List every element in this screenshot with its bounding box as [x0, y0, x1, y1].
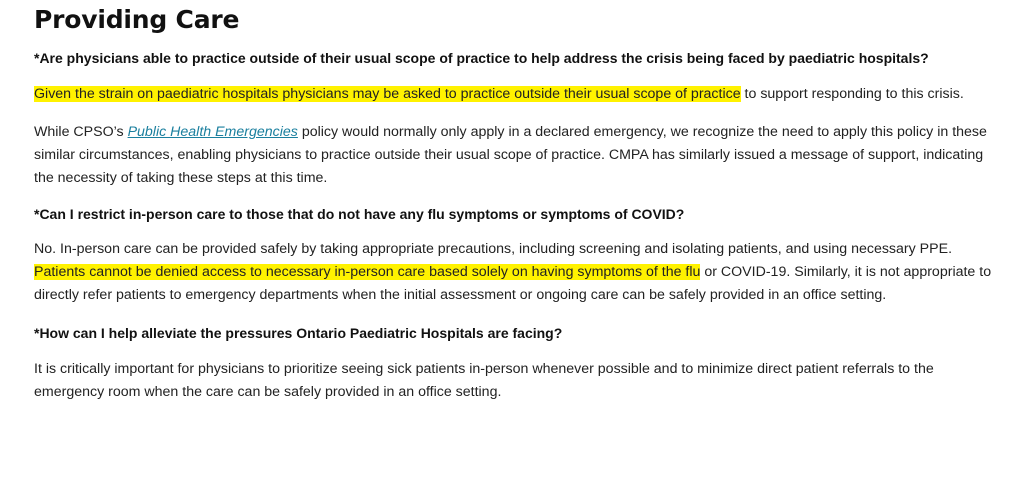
document-page	[34, 0, 994, 404]
answer-text: to support responding to this crisis.	[740, 86, 964, 102]
answer-text: or COVID-19. Similarly, it is not appropriate to directly refer patients to emergency departments when the initial assessment or ongoing care can be safely provided in an office setting.	[34, 264, 992, 303]
question-scope-of-practice: *Are physicians able to practice outside of their usual scope of practice to help address the crisis being faced by paediatric hospitals?	[34, 50, 929, 66]
answer-paragraph-scope	[34, 83, 994, 106]
section-title: Providing Care	[34, 5, 240, 34]
answer-text: policy would normally only apply in a declared emergency, we recognize the need to apply this policy in these similar circumstances, enabling physicians to practice outside their usual scope of practice. CMPA has similarly issued a message of support, indicating the necessity of taking these steps at this time.	[34, 124, 987, 186]
highlighted-text: Patients cannot be denied access to necessary in-person care based solely on having symptoms of the flu	[34, 264, 701, 280]
answer-paragraph-policy	[34, 121, 994, 190]
answer-text: While CPSO’s	[34, 124, 128, 140]
highlighted-text: Given the strain on paediatric hospitals physicians may be asked to practice outside their usual scope of practice	[34, 86, 741, 102]
public-health-emergencies-link[interactable]: Public Health Emergencies	[127, 124, 298, 140]
answer-text: No. In-person care can be provided safely by taking appropriate precautions, including screening and isolating patients, and using necessary PPE.	[34, 241, 953, 257]
question-alleviate-pressures: *How can I help alleviate the pressures Ontario Paediatric Hospitals are facing?	[34, 325, 563, 341]
answer-paragraph-alleviate: It is critically important for physicians to prioritize seeing sick patients in-person whenever possible and to minimize direct patient referrals to the emergency room when the care can be safely provided in an office setting.	[34, 361, 934, 400]
answer-paragraph-in-person-care	[34, 238, 994, 307]
question-restrict-in-person-care: *Can I restrict in-person care to those that do not have any flu symptoms or symptoms of COVID?	[34, 206, 685, 222]
